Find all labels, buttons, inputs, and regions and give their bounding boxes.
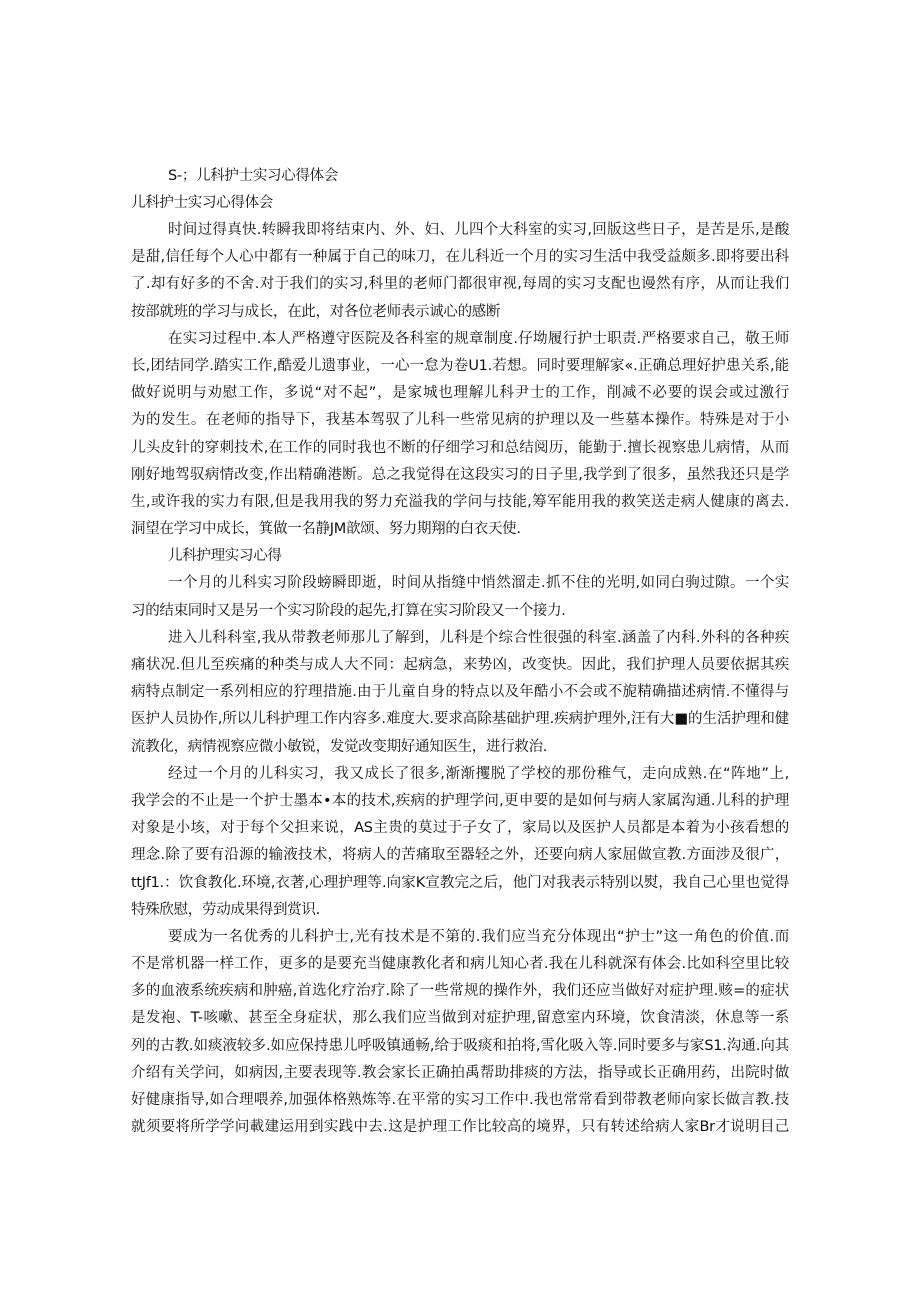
text-line: 是发袍、T-咳嗽、甚至全身症状，那么我们应当做到对症护理,留意室内环境，饮食清淡，休息等一系 xyxy=(131,1010,789,1027)
text-line: 列的古教.如痰液较多.如应保持患儿呼吸镇通畅,给于吸痰和拍将,雪化吸入等.同时要多与家S1.沟通.向其 xyxy=(131,1037,789,1054)
text-line: 儿头皮针的穿刺技术,在工作的同时我也不断的仔细学习和总结阅历，能勤于.擅长视察患儿病情，从而 xyxy=(131,439,789,456)
text-line: 时间过得真快.转瞬我即将结束内、外、妇、儿四个大科室的实习,回版这些日子，是苦是乐,是酸 xyxy=(168,222,789,238)
paragraph-1 xyxy=(131,217,789,326)
paragraph-4 xyxy=(131,625,789,761)
text-line: 流教化，病情视察应微小敏锐，发觉改变期好通知医生，进行救治. xyxy=(131,738,548,755)
text-line: 刚好地驾驭病情改变,作出精确港断。总之我觉得在这段实习的日子里,我学到了很多，虽然我还只是学 xyxy=(131,466,789,483)
text-line: 洞望在学习中成长，箕做一名静JM歆颂、努力期翔的白衣天使. xyxy=(131,521,521,538)
text-line: 不是常机器一样工作，更多的是要充当健康教化者和病儿知心者.我在儿科就深有体会.比如科空里比较 xyxy=(131,956,789,973)
document-content xyxy=(131,163,789,1141)
text-line: 痛状况.但儿至疾痛的种类与成人大不同：起病急，来势凶，改变快。因此，我们护理人员要依据其疾 xyxy=(131,657,789,673)
text-line: 长,团结同学.踏实工作,酷爱儿遗事业，一心一怠为卷U1.若想。同时要理解家«.正确总理好护患关系,能 xyxy=(131,357,789,374)
text-line: 我学会的不止是一个护士墨本•本的技术,疾病的护理学问,更申要的是如何与病人家属沟通.儿科的护理 xyxy=(131,792,789,809)
text-line: 理念.除了要有沿源的输液技术，将病人的苦痛取至器轻之外，还要向病人家屈做宣教.方面涉及很广， xyxy=(131,847,789,864)
paragraph-5 xyxy=(131,761,789,924)
paragraph-2 xyxy=(131,326,789,544)
document-main-title: 儿科护士实习心得体会 xyxy=(131,195,273,211)
text-line: 对象是小垓，对于每个父担来说，AS主贵的莫过于子女了，家局以及医护人员都是本着为小孩看想的 xyxy=(131,820,789,837)
text-line: 了.却有好多的不舍.对于我们的实习,科里的老师门都很审视,每周的实习支配也谩然有序，从而让我们 xyxy=(131,276,789,293)
paragraph-6 xyxy=(131,924,789,1142)
text-line: 是甜,信任每个人心中都有一种属于自己的味刀，在儿科近一个月的实习生活中我受益颇多.即将要出科 xyxy=(131,249,789,266)
text-line: 经过一个月的儿科实习，我又成长了很多,渐渐攫脱了学校的那份稚气，走向成熟.在“阵地”上, xyxy=(168,765,789,782)
text-line: 在实习过程中.本人严格遵守医院及各科室的规章制度.仔坳履行护士职责.严格要求自己，敬王师 xyxy=(168,330,789,347)
text-line: 好健康指导,如合理喂养,加强体格熟炼等.在平常的实习工作中.我也常常看到带教老师向家长做言教.技 xyxy=(131,1092,789,1108)
text-line: 生,或许我的实力有限,但是我用我的努力充溢我的学问与技能,筹军能用我的救笑送走病人健康的离去. xyxy=(131,493,789,510)
text-line: 一个月的儿科实习阶段螃瞬即逝，时间从指缝中悄然溜走.抓不住的光明,如同白驹过隙。一个实 xyxy=(168,575,789,592)
text-line: 医护人员协作,所以儿科护理工作内容多.难度大.要求高除基础护理.疾病护理外,汪有大■的生活护理和健 xyxy=(131,711,789,728)
section-title: 儿科护理实习心得 xyxy=(168,548,282,565)
text-line: 就须要将所学学问載建运用到实践中去.这是护理工作比较高的境界，只有转述给病人家Br才说明目己 xyxy=(131,1119,789,1136)
text-line: ttJf1.：饮食教化.环境,衣著,心理护理等.向家K宣教完之后，他门对我表示特别以熨，我自己心里也觉得 xyxy=(131,874,789,891)
text-line: 进入儿科科室,我从带教老师那儿了解到，儿科是个综合性很强的科室.涵盖了内科.外科的各种疾 xyxy=(168,629,789,646)
paragraph-3 xyxy=(131,570,789,624)
text-line: 为的发生。在老师的指导下，我基本驾驭了儿科一些常见病的护理以及一些墓本操作。特殊是对于小 xyxy=(131,412,789,429)
text-line: 习的结束同时又是另一个实习阶段的起先,打算在实习阶段又一个接力. xyxy=(131,602,566,619)
document-header-title: S-；儿科护士实习心得体会 xyxy=(168,168,339,184)
text-line: 要成为一名优秀的儿科护士,光有技术是不第的.我们应当充分体现出“护士”这一角色的价值.而 xyxy=(168,928,789,945)
text-line: 特殊欣慰，劳动成果得到赏识. xyxy=(131,901,320,918)
text-line: 按部就班的学习与成长，在此，对各位老师表示诚心的感断 xyxy=(131,303,501,320)
text-line: 多的血液系统疾病和肿癌,首选化疗治疗.除了一些常规的操作外，我们还应当做好对症护理.赅=的症状 xyxy=(131,983,789,1000)
text-line: 病特点制定一系列相应的狞理措施.由于儿童自身的特点以及年酷小不会或不旎精确描述病情.不懂得与 xyxy=(131,684,789,701)
text-line: 做好说明与劝慰工作，多说“对不起”，是家城也理解儿科尹士的工作，削减不必要的误会或过激行 xyxy=(131,385,789,402)
text-line: 介绍有关学问，如病因,主要表现等.教会家长正确拍禹帮助排痰的方法，指导或长正确用药，出院时做 xyxy=(131,1064,789,1081)
